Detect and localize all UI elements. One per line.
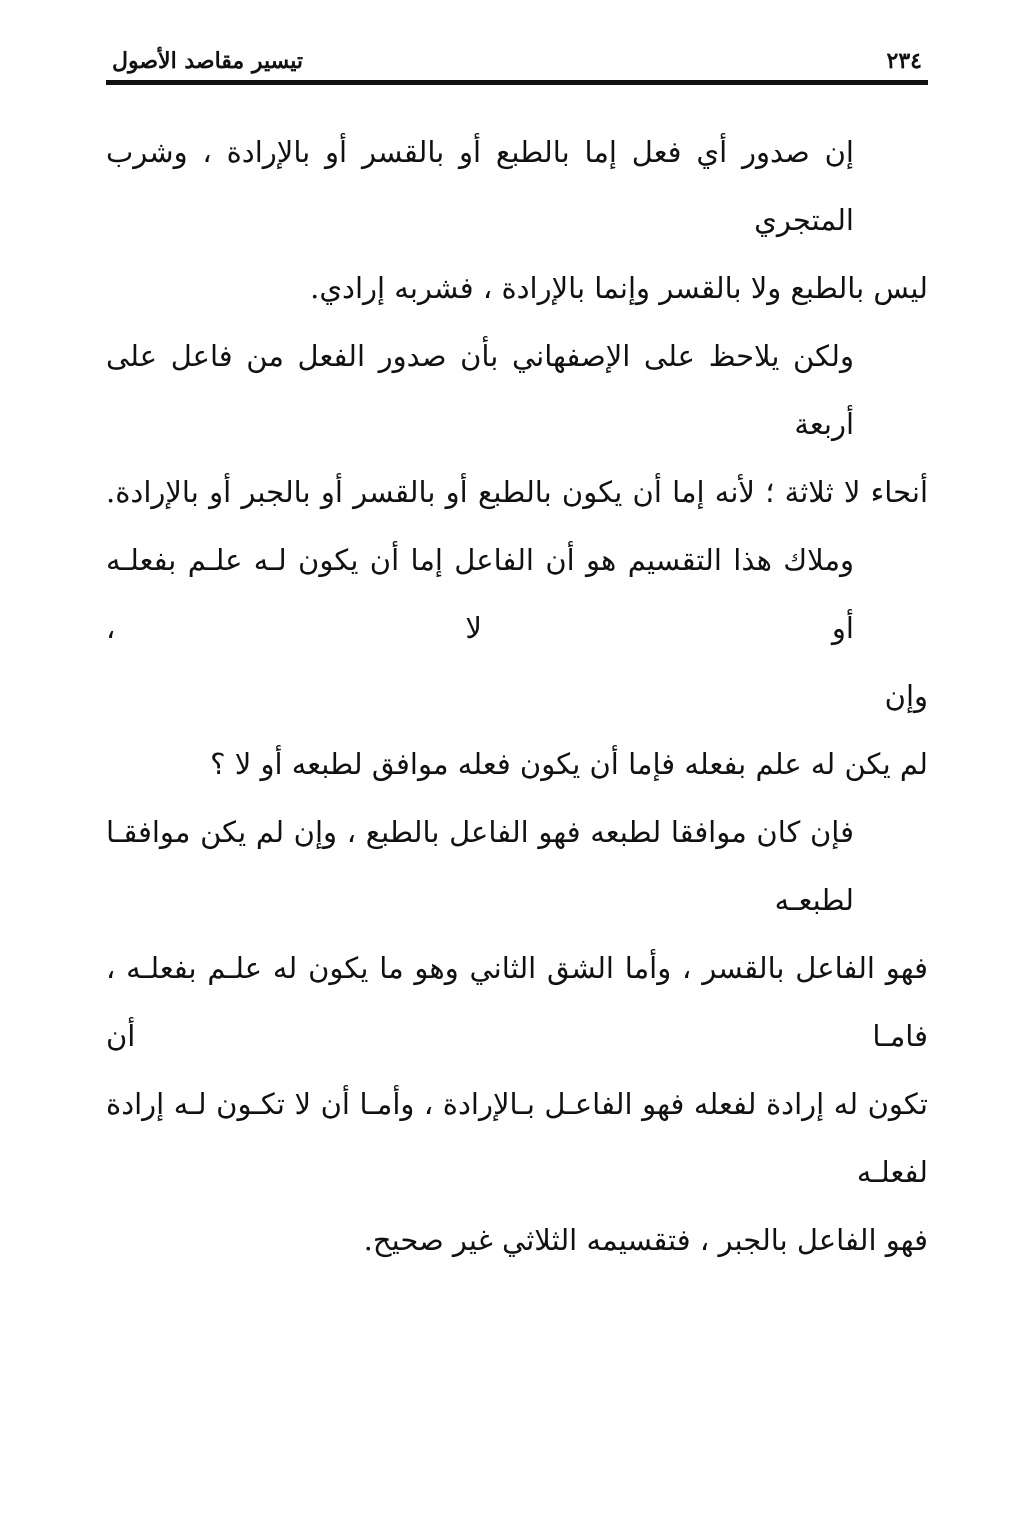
- paragraph-3: [106, 526, 928, 798]
- page-number: ٢٣٤: [886, 48, 922, 74]
- body-text: [106, 118, 928, 1274]
- text-line: ليس بالطبع ولا بالقسر وإنما بالإرادة ، فشربه إرادي.: [310, 271, 928, 305]
- text-line: ولكن يلاحظ على الإصفهاني بأن صدور الفعل من فاعل على أربعة: [106, 339, 854, 441]
- running-title: تيسير مقاصد الأصول: [112, 48, 304, 74]
- text-line: تكون له إرادة لفعله فهو الفاعـل بـالإرادة ، وأمـا أن لا تكـون لـه إرادة لفعلـه: [106, 1087, 928, 1189]
- paragraph-4: [106, 798, 928, 1274]
- text-line: فهو الفاعل بالجبر ، فتقسيمه الثلاثي غير صحيح.: [363, 1223, 928, 1257]
- page-header: [106, 36, 928, 76]
- text-line: لم يكن له علم بفعله فإما أن يكون فعله موافق لطبعه أو لا ؟: [210, 747, 928, 781]
- text-line: فإن كان موافقا لطبعه فهو الفاعل بالطبع ، وإن لم يكن موافقـا لطبعـه: [106, 815, 854, 917]
- text-line: أنحاء لا ثلاثة ؛ لأنه إما أن يكون بالطبع أو بالقسر أو بالجبر أو بالإرادة.: [106, 475, 928, 509]
- text-line: فهو الفاعل بالقسر ، وأما الشق الثاني وهو ما يكون له علـم بفعلـه ، فامـا أن: [106, 951, 928, 1053]
- text-line: إن صدور أي فعل إما بالطبع أو بالقسر أو بالإرادة ، وشرب المتجري: [106, 135, 854, 237]
- paragraph-1: [106, 118, 928, 322]
- text-line: وإن: [884, 679, 928, 713]
- text-line: وملاك هذا التقسيم هو أن الفاعل إما أن يكون لـه علـم بفعلـه أو لا ،: [106, 543, 854, 645]
- paragraph-2: [106, 322, 928, 526]
- header-rule: [106, 80, 928, 85]
